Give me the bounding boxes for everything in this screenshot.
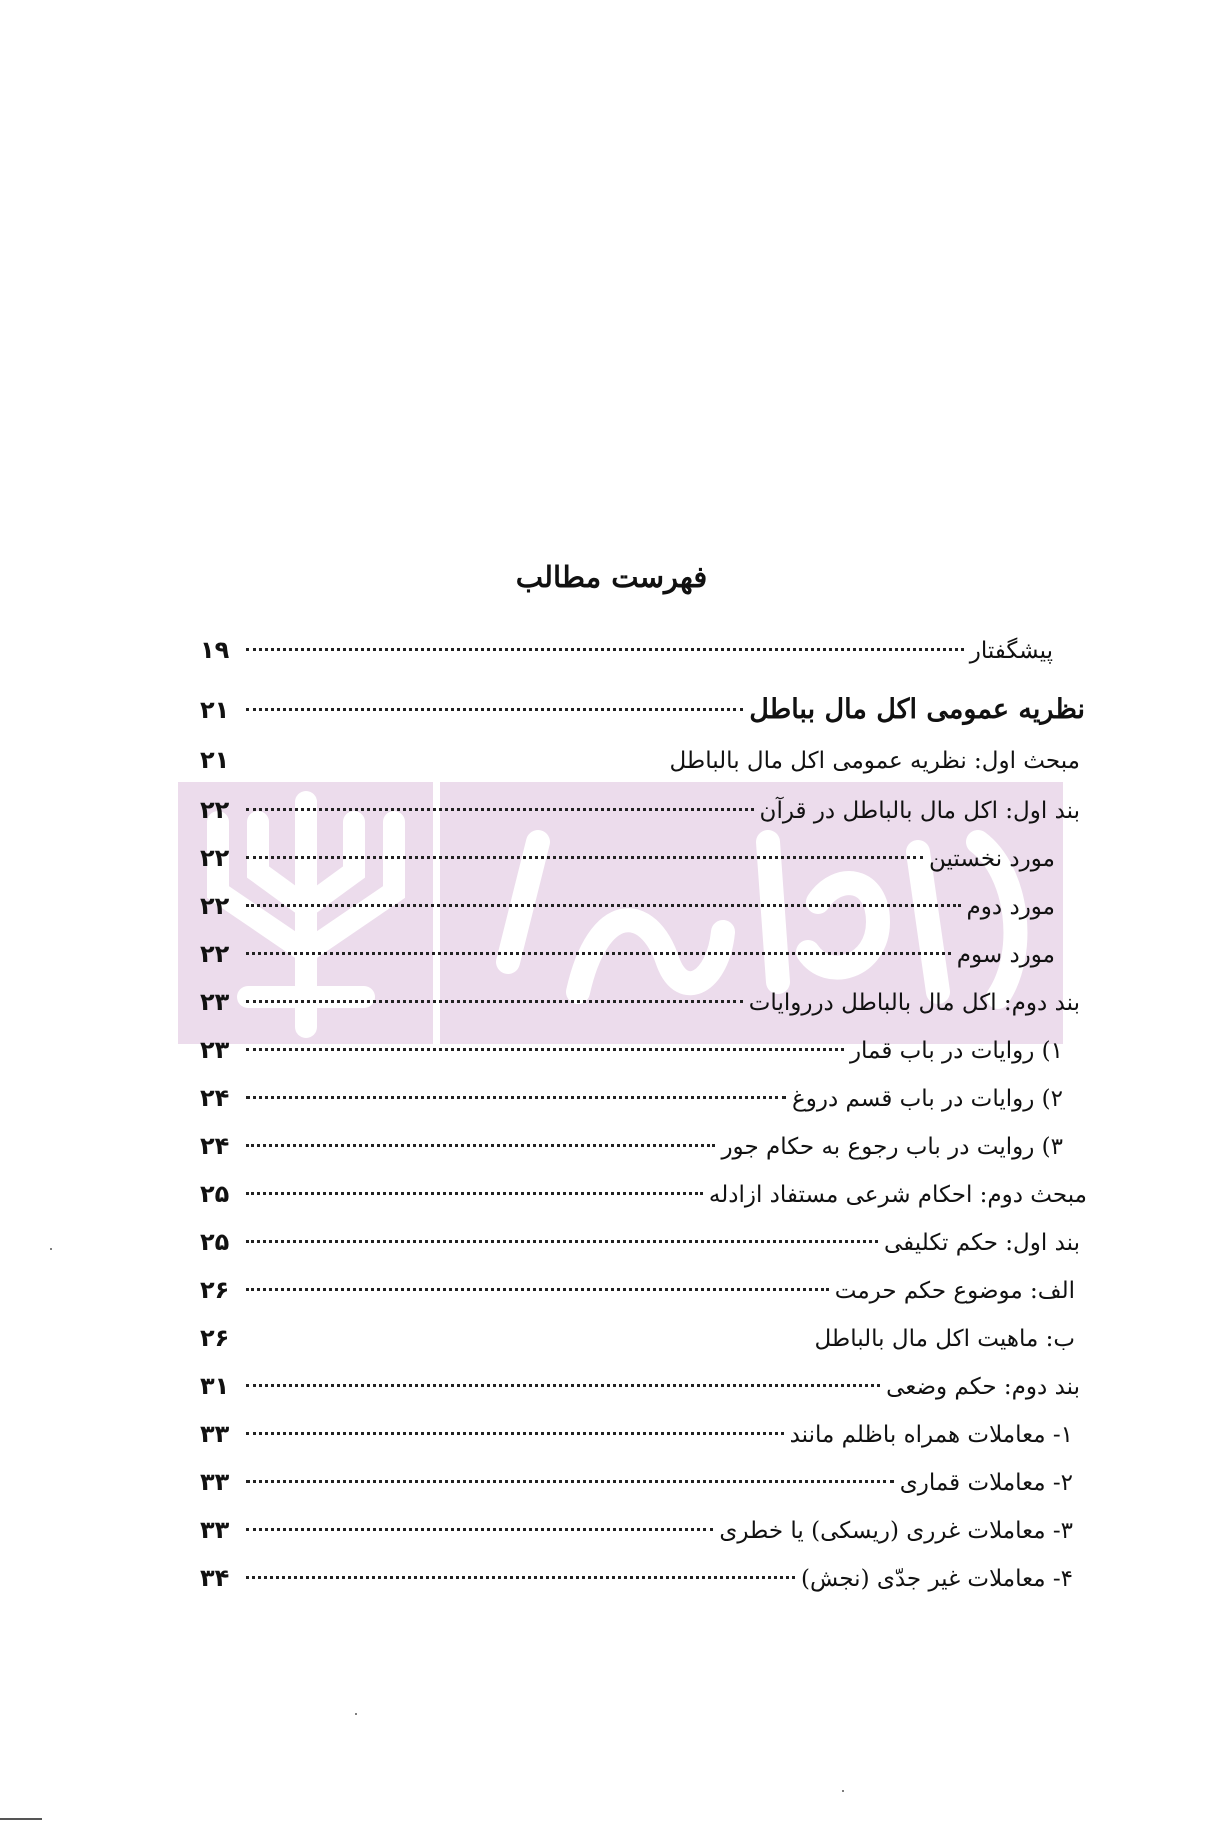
toc-entry[interactable] [200, 1270, 1075, 1310]
toc-entry-page: ۲۲ [200, 796, 230, 824]
toc-entry-page: ۲۲ [200, 940, 230, 968]
toc-entry[interactable] [200, 1414, 1073, 1454]
toc-entry-page: ۲۵ [200, 1180, 230, 1208]
toc-leader-dots [246, 708, 743, 711]
toc-entry-page: ۳۴ [200, 1564, 230, 1592]
toc-leader-dots [246, 1096, 786, 1099]
toc-entry-label: مبحث اول: نظریه عمومی اکل مال بالباطل [669, 748, 1080, 774]
toc-entry-page: ۲۱ [200, 746, 230, 774]
toc-leader-dots [246, 904, 961, 907]
toc-leader-dots [246, 648, 964, 651]
toc-leader-dots [246, 1288, 829, 1291]
toc-leader-dots [246, 1240, 878, 1243]
toc-entry[interactable] [200, 1510, 1073, 1550]
toc-entry-page: ۲۶ [200, 1276, 230, 1304]
toc-entry-page: ۲۲ [200, 892, 230, 920]
toc-entry-label: بند اول: حکم تکلیفی [884, 1230, 1080, 1256]
toc-entry-label: ۳) روایت در باب رجوع به حکام جور [721, 1134, 1063, 1160]
toc-entry[interactable] [200, 1366, 1080, 1406]
toc-leader-dots [246, 1384, 880, 1387]
toc-entry-label: ۴- معاملات غیر جدّی (نجش) [801, 1566, 1073, 1592]
toc-leader-dots [246, 1480, 894, 1483]
toc-entry-label: مورد دوم [966, 894, 1055, 920]
toc-leader-dots [246, 952, 951, 955]
toc-entry[interactable] [200, 1030, 1063, 1070]
toc-leader-dots [246, 1576, 795, 1579]
toc-entry-page: ۳۳ [200, 1516, 230, 1544]
toc-entry-label: ۲) روایات در باب قسم دروغ [792, 1086, 1063, 1112]
toc-entry[interactable] [200, 740, 1080, 780]
toc-leader-dots [246, 1144, 715, 1147]
toc-entry-page: ۲۵ [200, 1228, 230, 1256]
toc-leader-dots [246, 808, 754, 811]
toc-leader-dots [246, 1528, 713, 1531]
toc-entry[interactable] [200, 934, 1055, 974]
toc-entry-label: مورد نخستین [928, 846, 1055, 872]
toc-entry-page: ۳۳ [200, 1420, 230, 1448]
scan-speck [842, 1790, 844, 1792]
toc-entry-label: نظریه عمومی اکل مال بباطل [749, 694, 1085, 725]
scan-speck [0, 1818, 42, 1820]
scan-speck [355, 1713, 357, 1715]
toc-leader-dots [246, 856, 923, 859]
scan-speck [50, 1248, 52, 1250]
toc-leader-dots [246, 1432, 784, 1435]
toc-entry-page: ۳۳ [200, 1468, 230, 1496]
toc-entry[interactable] [200, 1126, 1063, 1166]
toc-entry-label: بند دوم: اکل مال بالباطل درروایات [748, 990, 1080, 1016]
toc-entry-page: ۳۱ [200, 1372, 230, 1400]
toc-entry-label: ۲- معاملات قماری [899, 1470, 1073, 1496]
toc-leader-dots [246, 1192, 703, 1195]
toc-title: فهرست مطالب [515, 560, 708, 594]
toc-entry-label: مبحث دوم: احکام شرعی مستفاد ازادله [708, 1182, 1087, 1208]
toc-entry[interactable] [200, 1174, 1087, 1214]
toc-entry-page: ۲۳ [200, 988, 230, 1016]
toc-entry-page: ۲۳ [200, 1036, 230, 1064]
toc-entry[interactable] [200, 982, 1080, 1022]
toc-entry[interactable] [200, 790, 1080, 830]
toc-entry-label: مورد سوم [956, 942, 1055, 968]
toc-entry-page: ۲۴ [200, 1132, 230, 1160]
toc-leader-dots [246, 1048, 844, 1051]
toc-entry[interactable] [200, 1318, 1075, 1358]
toc-entry[interactable] [200, 1222, 1080, 1262]
toc-entry[interactable] [200, 630, 1053, 670]
toc-entry-label: ۱) روایات در باب قمار [849, 1038, 1063, 1064]
toc-entry-part[interactable] [200, 690, 1085, 730]
toc-leader-dots [246, 1000, 743, 1003]
toc-entry[interactable] [200, 1462, 1073, 1502]
toc-entry[interactable] [200, 838, 1055, 878]
toc-entry-page: ۲۴ [200, 1084, 230, 1112]
toc-entry-page: ۲۱ [200, 696, 230, 724]
toc-entry-label: بند دوم: حکم وضعی [886, 1374, 1080, 1400]
toc-entry[interactable] [200, 886, 1055, 926]
toc-entry[interactable] [200, 1558, 1073, 1598]
toc-entry-page: ۲۶ [200, 1324, 230, 1352]
toc-entry-label: پیشگفتار [969, 638, 1053, 664]
toc-entry-page: ۲۲ [200, 844, 230, 872]
toc-entry-label: ۳- معاملات غرری (ریسکی) یا خطری [719, 1518, 1073, 1544]
toc-entry[interactable] [200, 1078, 1063, 1118]
toc-entry-label: الف: موضوع حکم حرمت [834, 1278, 1075, 1304]
toc-entry-label: بند اول: اکل مال بالباطل در قرآن [759, 798, 1080, 824]
toc-entry-label: ب: ماهیت اکل مال بالباطل [814, 1326, 1075, 1352]
toc-entry-page: ۱۹ [200, 636, 230, 664]
toc-entry-label: ۱- معاملات همراه باظلم مانند [789, 1422, 1073, 1448]
